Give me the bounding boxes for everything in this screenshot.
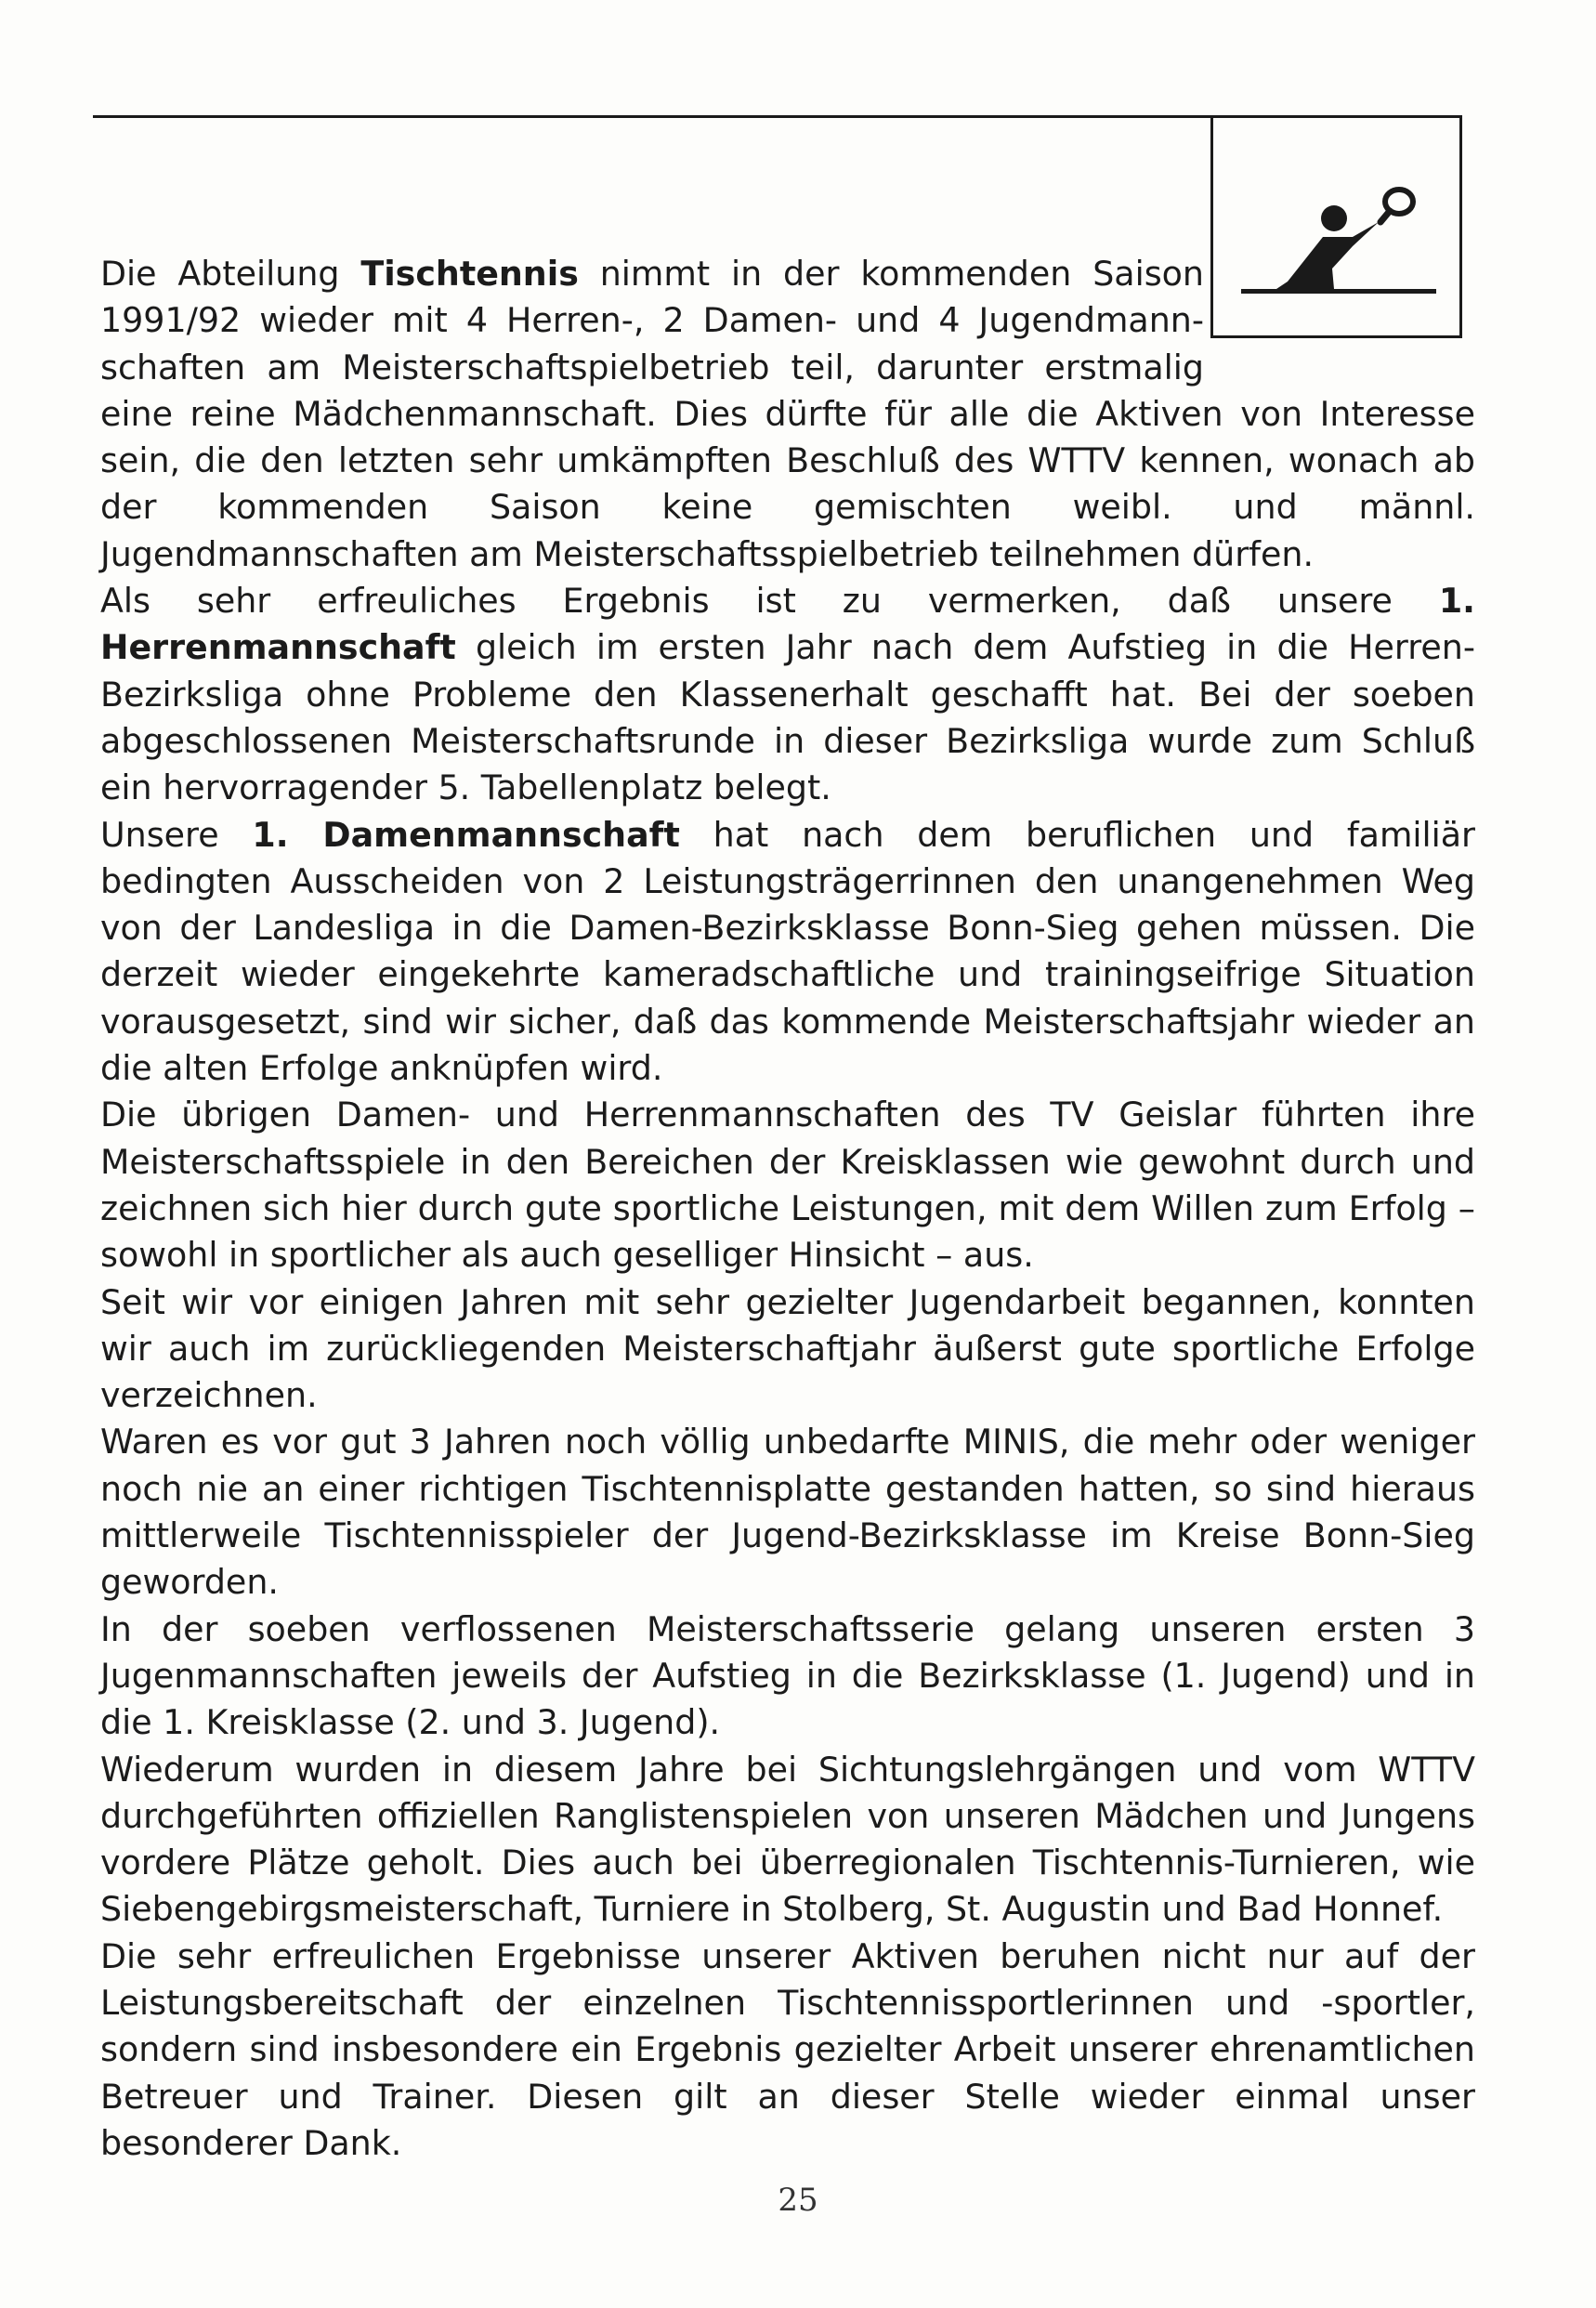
text-span: Als sehr erfreuliches Ergebnis ist zu vermerken, daß unsere xyxy=(100,581,1439,622)
intro-rest: eine reine Mädchenmannschaft. Dies dürfte für alle die Aktiven von Interesse sein, die den letzten sehr umkämpften Beschluß des WTTV kennen, wonach ab der kommenden Saison keine gemischten weibl. und männl. Jugendmannschaften am Meisterschaftsspielbetrieb teilnehmen dürfen. xyxy=(100,393,1475,574)
intro-narrow-block xyxy=(100,251,1204,391)
intro-text: Die Abteilung xyxy=(100,254,361,294)
paragraph-dank: Die sehr erfreulichen Ergebnisse unserer Aktiven beruhen nicht nur auf der Leistungsbereitschaft der einzelnen Tischtennissportlerinnen und -sportler, sondern sind insbesondere ein Ergebnis gezielter Arbeit unserer ehrenamtlichen Betreuer und Trainer. Diesen gilt an dieser Stelle wieder einmal unser besonderer Dank. xyxy=(100,1935,1475,2163)
intro-line-2: 1991/92 wieder mit 4 Herren-, 2 Damen- und 4 Jugendmann- xyxy=(100,300,1204,341)
bold-herrenmannschaft: 1. Herrenmannschaft xyxy=(100,581,1475,668)
paragraph-damen xyxy=(100,812,1475,1093)
article-body xyxy=(100,251,1475,2167)
bold-damenmannschaft: 1. Damenmannschaft xyxy=(252,814,680,855)
paragraph-ranglisten: Wiederum wurden in diesem Jahre bei Sichtungslehrgängen und vom WTTV durchgeführten offiziellen Ranglistenspielen von unseren Mädchen und Jungens vordere Plätze geholt. Dies auch bei überregionalen Tischtennis-Turnieren, wie Siebengebirgsmeisterschaft, Turniere in Stolberg, St. Augustin und Bad Honnef. xyxy=(100,1749,1475,1930)
paragraph-intro xyxy=(100,251,1475,578)
text-span: hat nach dem beruflichen und familiär bedingten Ausscheiden von 2 Leistungsträgerrinnen den unangenehmen Weg von der Landesliga in die Damen-Bezirksklasse Bonn-Sieg gehen müssen. Die derzeit wieder eingekehrte kameradschaftliche und trainingseifrige Situation vorausgesetzt, sind wir sicher, daß das kommende Meisterschaftsjahr wieder an die alten Erfolge anknüpfen wird. xyxy=(100,814,1475,1089)
text-span: gleich im ersten Jahr nach dem Aufstieg in die Herren-Bezirksliga ohne Probleme den Klassenerhalt geschafft hat. Bei der soeben abgeschlossenen Meisterschaftsrunde in dieser Bezirksliga wurde zum Schluß ein hervorragender 5. Tabellenplatz belegt. xyxy=(100,627,1475,808)
paragraph-uebrige: Die übrigen Damen- und Herrenmannschaften des TV Geislar führten ihre Meisterschaftsspiele in den Bereichen der Kreisklassen wie gewohnt durch und zeichnen sich hier durch gute sportliche Leistungen, mit dem Willen zum Erfolg – sowohl in sportlicher als auch geselliger Hinsicht – aus. xyxy=(100,1095,1475,1276)
intro-bold-department: Tischtennis xyxy=(360,254,579,294)
page-number: 25 xyxy=(778,2182,818,2219)
intro-line-1 xyxy=(100,251,1204,297)
paragraph-minis: Waren es vor gut 3 Jahren noch völlig unbedarfte MINIS, die mehr oder weniger noch nie an einer richtigen Tischtennisplatte gestanden hatten, so sind hieraus mittlerweile Tischtennisspieler der Jugend-Bezirksklasse im Kreise Bonn-Sieg geworden. xyxy=(100,1422,1475,1603)
paragraph-herren xyxy=(100,578,1475,811)
intro-text: nimmt in der kommenden Saison xyxy=(578,254,1204,294)
intro-line-3: schaften am Meisterschaftspielbetrieb teil, darunter erstmalig xyxy=(100,347,1204,387)
paragraph-aufstieg: In der soeben verflossenen Meisterschaftsserie gelang unseren ersten 3 Jugenmannschaften jeweils der Aufstieg in die Bezirksklasse (1. Jugend) und in die 1. Kreisklasse (2. und 3. Jugend). xyxy=(100,1608,1475,1743)
text-span: Unsere xyxy=(100,814,253,855)
paragraph-jugendarbeit: Seit wir vor einigen Jahren mit sehr gezielter Jugendarbeit begannen, konnten wir auch im zurückliegenden Meisterschaftjahr äußerst gute sportliche Erfolge verzeichnen. xyxy=(100,1281,1475,1416)
